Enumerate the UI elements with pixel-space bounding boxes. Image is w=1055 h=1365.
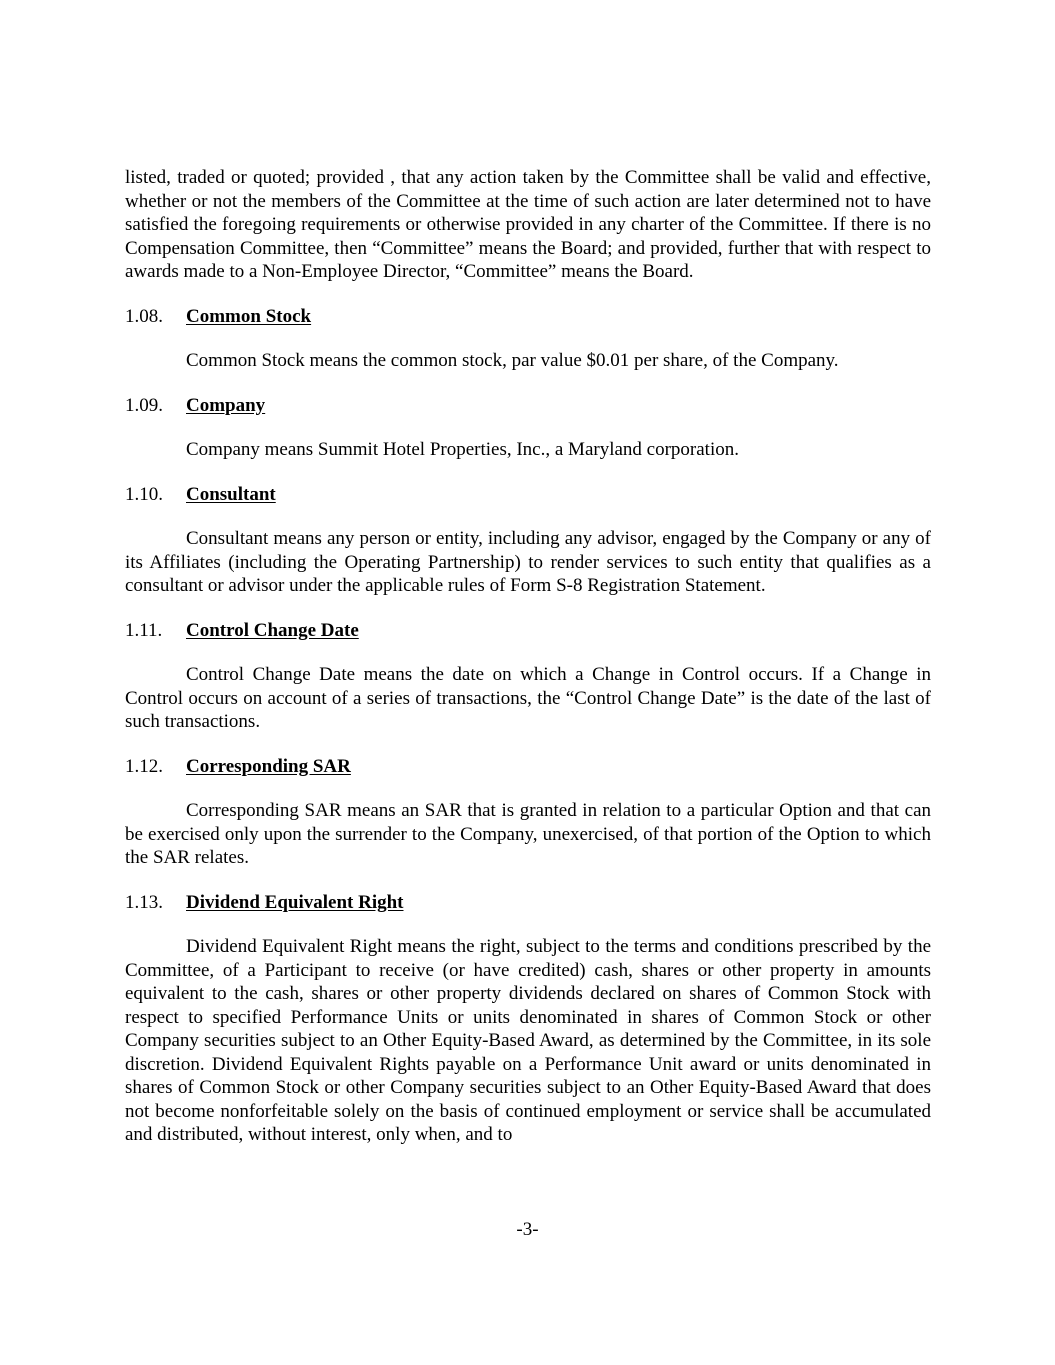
document-page (125, 166, 931, 1147)
section-body: Consultant means any person or entity, including any advisor, engaged by the Company or any of its Affiliates (including the Operating Partnership) to render services to such entity that qualifies as a consultant or advisor under the applicable rules of Form S-8 Registration Statement. (125, 528, 931, 596)
section-title: Dividend Equivalent Right (186, 891, 404, 913)
section-number: 1.09. (125, 394, 163, 416)
section-title: Corresponding SAR (186, 755, 351, 777)
section-title: Common Stock (186, 305, 312, 327)
section-body: Company means Summit Hotel Properties, Inc., a Maryland corporation. (186, 439, 739, 460)
section-heading-1-12 (125, 755, 931, 779)
section-heading-1-10 (125, 483, 931, 507)
section-body: Common Stock means the common stock, par value $0.01 per share, of the Company. (186, 350, 839, 371)
section-heading-1-09 (125, 394, 931, 418)
section-title: Company (186, 394, 266, 416)
section-body: Control Change Date means the date on which a Change in Control occurs. If a Change in Control occurs on account of a series of transactions, the “Control Change Date” is the date of the last of such transactions. (125, 664, 931, 732)
page-number: -3- (516, 1219, 539, 1240)
section-title: Consultant (186, 483, 276, 505)
section-title: Control Change Date (186, 619, 359, 641)
section-body: Corresponding SAR means an SAR that is granted in relation to a particular Option and that can be exercised only upon the surrender to the Company, unexercised, of that portion of the Option to which the SAR relates. (125, 800, 931, 868)
section-number: 1.13. (125, 891, 163, 913)
section-heading-1-08 (125, 305, 931, 329)
section-number: 1.10. (125, 483, 163, 505)
section-number: 1.12. (125, 755, 163, 777)
section-heading-1-13 (125, 891, 931, 915)
intro-paragraph: listed, traded or quoted; provided , that any action taken by the Committee shall be valid and effective, whether or not the members of the Committee at the time of such action are later determined not to have satisfied the foregoing requirements or otherwise provided in any charter of the Committee. If there is no Compensation Committee, then “Committee” means the Board; and provided, further that with respect to awards made to a Non-Employee Director, “Committee” means the Board. (125, 167, 931, 282)
section-body: Dividend Equivalent Right means the right, subject to the terms and conditions prescribed by the Committee, of a Participant to receive (or have credited) cash, shares or other property in amounts equivalent to the cash, shares or other property dividends declared on shares of Common Stock with respect to specified Performance Units or units denominated in shares of Common Stock or other Company securities subject to an Other Equity-Based Award, as determined by the Committee, in its sole discretion. Dividend Equivalent Rights payable on a Performance Unit award or units denominated in shares of Common Stock or other Company securities subject to an Other Equity-Based Award that does not become nonforfeitable solely on the basis of continued employment or service shall be accumulated and distributed, without interest, only when, and to (125, 936, 931, 1145)
section-number: 1.11. (125, 619, 163, 641)
section-heading-1-11 (125, 619, 931, 643)
section-number: 1.08. (125, 305, 163, 327)
